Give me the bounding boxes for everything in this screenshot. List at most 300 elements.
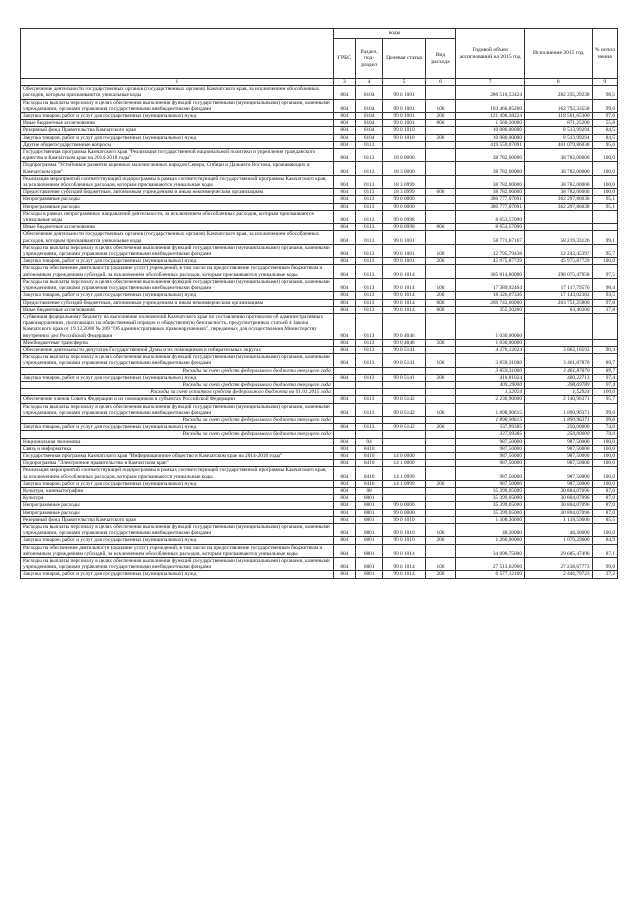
razdel-cell: 0113 <box>355 374 382 381</box>
celevaya-cell: 99 0 1001 <box>383 113 425 120</box>
column-number: 9 <box>592 79 617 86</box>
table-row <box>21 224 618 231</box>
row-name: Расходы на выплаты персоналу в целях обеспечения выполнения функций государственными (муниципальными) органами, казенными учреждениями, органами управления государственными внебюджетными фондами <box>21 524 334 537</box>
executed-cell: 362 297,86038 <box>524 203 592 210</box>
row-name: Расходы на выплаты персоналу в целях обеспечения выполнения функций государственными (муниципальными) органами, казенными учреждениями, органами управления государственными внебюджетными фондами <box>21 244 334 257</box>
executed-cell: 30 804,07096 <box>524 495 592 502</box>
table-row <box>21 509 618 516</box>
approved-cell: 2 236,90000 <box>456 396 525 403</box>
table-row <box>21 127 618 134</box>
percent-cell: 100,0 <box>592 389 617 396</box>
celevaya-cell: 99 0 5141 <box>383 346 425 353</box>
table-row <box>21 445 618 452</box>
razdel-cell: 0113 <box>355 306 382 313</box>
table-row <box>21 524 618 537</box>
vid-cell: 200 <box>425 292 456 299</box>
approved-cell: 10 080,00000 <box>456 134 525 141</box>
executed-cell: 250,00000 <box>524 431 592 438</box>
row-name: Резервный фонд Правительства Камчатского края <box>21 127 334 134</box>
table-row <box>21 389 618 396</box>
vid-cell: 100 <box>425 354 456 367</box>
approved-cell: 38 782,00000 <box>456 175 525 188</box>
approved-cell: 4 270,12024 <box>456 346 525 353</box>
column-number: 3 <box>333 79 355 86</box>
vid-cell <box>425 265 456 278</box>
vid-cell <box>425 516 456 523</box>
table-row <box>21 120 618 127</box>
celevaya-cell: 99 0 4046 <box>383 339 425 346</box>
grbs-cell: 804 <box>333 396 355 403</box>
table-row <box>21 452 618 459</box>
row-name: Национальная экономика <box>21 438 334 445</box>
vid-cell: 800 <box>425 306 456 313</box>
percent-column-header: % испол нения <box>592 29 617 79</box>
row-name: Обеспечение деятельности государственных органов (государственных органов) Камчатского края, за исключением обособленных расходов, которым присваиваются уникальные коды <box>21 86 334 99</box>
grbs-cell: 804 <box>333 558 355 571</box>
table-row <box>21 354 618 367</box>
percent-cell: 87,1 <box>592 544 617 557</box>
vid-cell: 800 <box>425 120 456 127</box>
executed-cell: 48,30000 <box>524 524 592 537</box>
vid-cell <box>425 509 456 516</box>
executed-cell: 38 782,00000 <box>524 162 592 175</box>
row-name: Субвенция федеральному бюджету на выполнение полномочий Камчатского края по составлению протоколов об административных правонарушениях, посягающих на общественный порядок и общественную безопасность, предусмотренных статьей 4 Закона Камчатского края от 19.12.2008 № 209 "Об административных правонарушениях", переданных для осуществления Министерству внутренних дел Российской Федерации <box>21 313 334 339</box>
razdel-cell <box>355 431 382 438</box>
grbs-cell: 804 <box>333 452 355 459</box>
percent-cell: 55,8 <box>592 120 617 127</box>
celevaya-cell: 14 1 0999 <box>383 467 425 480</box>
row-name: Другие общегосударственные вопросы <box>21 141 334 148</box>
vid-cell <box>425 445 456 452</box>
grbs-cell: 804 <box>333 403 355 416</box>
vid-cell: 200 <box>425 424 456 431</box>
grbs-cell: 804 <box>333 306 355 313</box>
razdel-cell: 0113 <box>355 265 382 278</box>
razdel-cell: 0410 <box>355 460 382 467</box>
grbs-cell: 804 <box>333 354 355 367</box>
executed-cell: 162 792,33558 <box>524 99 592 112</box>
celevaya-cell: 99 0 5141 <box>383 374 425 381</box>
vid-column-header: Вид расхода <box>425 39 456 79</box>
table-row <box>21 346 618 353</box>
vid-cell <box>425 502 456 509</box>
row-name: Закупка товаров, работ и услуг для государственных (муниципальных) нужд <box>21 424 334 431</box>
row-name: Закупка товаров, работ и услуг для государственных (муниципальных) нужд <box>21 113 334 120</box>
percent-cell: 100,0 <box>592 438 617 445</box>
vid-cell <box>425 495 456 502</box>
grbs-cell: 804 <box>333 113 355 120</box>
celevaya-cell <box>383 381 425 388</box>
razdel-cell: 0113 <box>355 149 382 162</box>
table-row <box>21 86 618 99</box>
celevaya-cell: 99 0 1014 <box>383 278 425 291</box>
vid-cell <box>425 313 456 339</box>
celevaya-cell: 99 0 1014 <box>383 265 425 278</box>
table-header <box>21 29 618 86</box>
approved-cell: 1 898,90615 <box>456 403 525 416</box>
razdel-cell: 0801 <box>355 558 382 571</box>
celevaya-cell: 18 3 0000 <box>383 162 425 175</box>
percent-cell: 87,0 <box>592 502 617 509</box>
row-name: Обеспечение деятельности государственных органов (государственных органов) Камчатского края, за исключением обособленных расходов, которым присваиваются уникальные коды <box>21 231 334 244</box>
executed-cell: 8 513,99294 <box>524 127 592 134</box>
executed-cell: 17 143,02382 <box>524 292 592 299</box>
grbs-cell: 804 <box>333 99 355 112</box>
razdel-cell: 0113 <box>355 299 382 306</box>
row-name: Закупка товаров, работ и услуг для государственных (муниципальных) нужд <box>21 537 334 544</box>
executed-cell: 118 561,65300 <box>524 113 592 120</box>
percent-cell: 97,5 <box>592 265 617 278</box>
celevaya-cell <box>383 438 425 445</box>
vid-cell <box>425 544 456 557</box>
approved-cell: 6 577,12100 <box>456 571 525 578</box>
vid-cell <box>425 231 456 244</box>
razdel-cell: 0113 <box>355 258 382 265</box>
approved-cell: 1 898,90615 <box>456 416 525 423</box>
celevaya-cell: 99 0 1014 <box>383 299 425 306</box>
grbs-cell: 804 <box>333 265 355 278</box>
grbs-cell: 804 <box>333 224 355 231</box>
celevaya-cell: 99 0 0998 <box>383 210 425 223</box>
table-row <box>21 189 618 196</box>
vid-cell <box>425 162 456 175</box>
percent-cell: 90,4 <box>592 346 617 353</box>
executed-cell: 27 238,67773 <box>524 558 592 571</box>
executed-cell: 38 782,00000 <box>524 189 592 196</box>
column-number: 6 <box>425 79 456 86</box>
grbs-cell: 804 <box>333 278 355 291</box>
vid-cell <box>425 203 456 210</box>
table-row <box>21 495 618 502</box>
table-row <box>21 544 618 557</box>
vid-cell: 800 <box>425 224 456 231</box>
razdel-cell: 0113 <box>355 278 382 291</box>
celevaya-cell: 99 0 1001 <box>383 244 425 257</box>
table-row <box>21 367 618 374</box>
table-row <box>21 149 618 162</box>
razdel-cell: 0113 <box>355 354 382 367</box>
approved-cell: 163 460,85200 <box>456 99 525 112</box>
row-name: Расходы за счет средств федерального бюджета текущего года <box>21 367 334 374</box>
approved-cell: 45 975,87729 <box>456 258 525 265</box>
row-name: Предоставление субсидий бюджетным, автономным учреждениям и иным некоммерческим организациям <box>21 189 334 196</box>
approved-cell: 987,50000 <box>456 467 525 480</box>
executed-cell: 987,50000 <box>524 438 592 445</box>
percent-cell: 100,0 <box>592 162 617 175</box>
executed-cell: 30 804,07096 <box>524 487 592 494</box>
table-row <box>21 381 618 388</box>
table-row <box>21 431 618 438</box>
percent-cell: 84,5 <box>592 127 617 134</box>
razdel-cell <box>355 381 382 388</box>
grbs-cell: 804 <box>333 299 355 306</box>
grbs-cell: 804 <box>333 509 355 516</box>
row-name: Расходы на выплаты персоналу в целях обеспечения выполнения функций государственными (муниципальными) органами, казенными учреждениями, органами управления государственными внебюджетными фондами <box>21 99 334 112</box>
grbs-cell: 804 <box>333 86 355 99</box>
razdel-cell: 0801 <box>355 537 382 544</box>
grbs-cell: 804 <box>333 175 355 188</box>
approved-cell: 410,81024 <box>456 374 525 381</box>
celevaya-cell: 99 0 1014 <box>383 292 425 299</box>
row-name: Расходы на обеспечение деятельности (оказание услуг) учреждений, в том числе на предоставление государственным бюджетным и автономным учреждениям субсидий, за исключением обособленных расходов, которым присваиваются уникальные коды <box>21 544 334 557</box>
column-number: 8 <box>524 79 592 86</box>
percent-cell: 97,8 <box>592 299 617 306</box>
approved-cell: 380 777,07091 <box>456 196 525 203</box>
approved-cell: 35 399,05000 <box>456 509 525 516</box>
vid-cell <box>425 452 456 459</box>
vid-cell <box>425 175 456 188</box>
percent-cell: 98,4 <box>592 278 617 291</box>
vid-cell <box>425 149 456 162</box>
percent-cell <box>592 339 617 346</box>
razdel-cell: 0113 <box>355 346 382 353</box>
column-number: 5 <box>383 79 425 86</box>
razdel-cell: 0801 <box>355 544 382 557</box>
table-row <box>21 134 618 141</box>
percent-cell: 99,6 <box>592 99 617 112</box>
approved-cell: 27 513,62900 <box>456 558 525 571</box>
vid-cell: 500 <box>425 339 456 346</box>
celevaya-cell: 99 0 1010 <box>383 127 425 134</box>
celevaya-cell: 99 0 1001 <box>383 258 425 265</box>
row-name: Расходы на выплаты персоналу в целях обеспечения выполнения функций государственными (муниципальными) органами, казенными учреждениями, органами управления государственными внебюджетными фондами <box>21 558 334 571</box>
budget-table <box>20 28 618 579</box>
percent-cell: 97,4 <box>592 374 617 381</box>
row-name: Закупка товаров, работ и услуг для государственных (муниципальных) нужд <box>21 134 334 141</box>
percent-cell: 98,5 <box>592 86 617 99</box>
percent-cell: 97,4 <box>592 381 617 388</box>
razdel-cell: 0410 <box>355 452 382 459</box>
percent-cell: 95,7 <box>592 244 617 257</box>
executed-cell: 38 782,00000 <box>524 149 592 162</box>
table-row <box>21 278 618 291</box>
vid-cell <box>425 210 456 223</box>
vid-cell <box>425 438 456 445</box>
razdel-cell: 0113 <box>355 424 382 431</box>
approved-cell: 1 308,30000 <box>456 516 525 523</box>
row-name: Иные бюджетные ассигнования <box>21 120 334 127</box>
grbs-cell: 804 <box>333 292 355 299</box>
row-name: Расходы на обеспечение деятельности (оказание услуг) учреждений, в том числе на предоставление государственным бюджетным и автономным учреждениям субсидий, за исключением обособленных расходов, которым присваиваются уникальные коды <box>21 265 334 278</box>
celevaya-cell <box>383 445 425 452</box>
celevaya-cell: 99 0 5142 <box>383 396 425 403</box>
percent-cell: 100,0 <box>592 480 617 487</box>
vid-cell: 200 <box>425 134 456 141</box>
razdel-cell: 0104 <box>355 99 382 112</box>
name-column-header <box>21 29 334 79</box>
percent-cell: 95,1 <box>592 196 617 203</box>
executed-column-header: Исполнение 2015 год <box>524 29 592 79</box>
vid-cell <box>425 460 456 467</box>
approved-cell: 8 653,57000 <box>456 224 525 231</box>
razdel-cell: 0104 <box>355 86 382 99</box>
table-row <box>21 339 618 346</box>
razdel-cell: 0801 <box>355 571 382 578</box>
percent-cell: 99,0 <box>592 558 617 571</box>
vid-cell <box>425 381 456 388</box>
celevaya-cell: 99 0 1010 <box>383 537 425 544</box>
table-row <box>21 210 618 223</box>
razdel-column-header: Раздел, под-раздел <box>355 39 382 79</box>
vid-cell: 600 <box>425 189 456 196</box>
row-name: Непрограммные расходы <box>21 502 334 509</box>
approved-cell: 38 782,00000 <box>456 149 525 162</box>
approved-cell: 8 653,57000 <box>456 210 525 223</box>
percent-cell: 100,0 <box>592 452 617 459</box>
table-row <box>21 196 618 203</box>
approved-cell: 269 743,60000 <box>456 299 525 306</box>
row-name: Закупка товаров, работ и услуг для государственных (муниципальных) нужд <box>21 374 334 381</box>
approved-cell: 987,50000 <box>456 452 525 459</box>
executed-cell <box>524 210 592 223</box>
table-row <box>21 162 618 175</box>
grbs-cell: 804 <box>333 424 355 431</box>
celevaya-cell: 99 0 4046 <box>383 313 425 339</box>
row-name: Расходы за счет средств федерального бюджета текущего года <box>21 431 334 438</box>
approved-cell: 1 030,00000 <box>456 339 525 346</box>
razdel-cell: 0113 <box>355 224 382 231</box>
percent-cell: 74,0 <box>592 424 617 431</box>
percent-cell: 100,0 <box>592 524 617 537</box>
celevaya-cell: 99 0 5141 <box>383 354 425 367</box>
percent-cell: 89,7 <box>592 354 617 367</box>
razdel-cell: 0113 <box>355 210 382 223</box>
approved-cell: 987,50000 <box>456 460 525 467</box>
row-name: Расходы за счет средств федерального бюджета текущего года <box>21 416 334 423</box>
razdel-cell <box>355 389 382 396</box>
celevaya-cell: 14 1 0000 <box>383 460 425 467</box>
razdel-cell: 0801 <box>355 516 382 523</box>
approved-cell: 3 859,31000 <box>456 367 525 374</box>
vid-cell: 100 <box>425 524 456 537</box>
celevaya-cell <box>383 416 425 423</box>
grbs-cell <box>333 416 355 423</box>
vid-cell: 200 <box>425 113 456 120</box>
percent-cell: 100,0 <box>592 445 617 452</box>
row-name: Расходы на выплаты персоналу в целях обеспечения выполнения функций государственными (муниципальными) органами, казенными учреждениями, органами управления государственными внебюджетными фондами <box>21 403 334 416</box>
row-name: Связь и информатика <box>21 445 334 452</box>
grbs-cell: 804 <box>333 502 355 509</box>
grbs-cell: 804 <box>333 467 355 480</box>
razdel-cell: 0801 <box>355 502 382 509</box>
approved-cell: 35 399,05000 <box>456 502 525 509</box>
razdel-cell: 0104 <box>355 134 382 141</box>
grbs-cell: 804 <box>333 203 355 210</box>
vid-cell: 200 <box>425 480 456 487</box>
percent-cell: 87,0 <box>592 487 617 494</box>
approved-cell: 987,50000 <box>456 438 525 445</box>
grbs-cell: 804 <box>333 460 355 467</box>
executed-cell: 987,50000 <box>524 460 592 467</box>
executed-cell: 17 117,79576 <box>524 278 592 291</box>
approved-cell: 12 795,79438 <box>456 244 525 257</box>
row-name: Закупка товаров, работ и услуг для государственных (муниципальных) нужд <box>21 571 334 578</box>
razdel-cell: 0113 <box>355 396 382 403</box>
row-name: Непрограммные расходы <box>21 509 334 516</box>
percent-cell <box>592 313 617 339</box>
celevaya-cell: 99 0 5142 <box>383 403 425 416</box>
grbs-cell: 804 <box>333 571 355 578</box>
table-row <box>21 460 618 467</box>
approved-cell: 409,29000 <box>456 381 525 388</box>
approved-cell: 419 559,07091 <box>456 141 525 148</box>
row-name: Закупка товаров, работ и услуг для государственных (муниципальных) нужд <box>21 480 334 487</box>
table-row <box>21 175 618 188</box>
row-name: Подпрограмма "Электронное правительство в Камчатском крае" <box>21 460 334 467</box>
table-row <box>21 487 618 494</box>
grbs-cell: 804 <box>333 120 355 127</box>
table-row <box>21 396 618 403</box>
table-row <box>21 313 618 339</box>
razdel-cell: 0113 <box>355 175 382 188</box>
table-row <box>21 374 618 381</box>
approved-cell: 286 516,53424 <box>456 86 525 99</box>
approved-cell: 35 399,05000 <box>456 495 525 502</box>
executed-cell <box>524 339 592 346</box>
executed-cell: 30 804,07096 <box>524 509 592 516</box>
percent-cell: 99,1 <box>592 231 617 244</box>
razdel-cell: 0104 <box>355 113 382 120</box>
row-name: Государственная программа Камчатского края "Информационное общество в Камчатском крае на 2014-2018 годы" <box>21 452 334 459</box>
razdel-cell: 0410 <box>355 480 382 487</box>
razdel-cell: 0113 <box>355 189 382 196</box>
executed-cell <box>524 224 592 231</box>
table-row <box>21 99 618 112</box>
celevaya-cell: 99 0 1014 <box>383 544 425 557</box>
row-name: Иные бюджетные ассигнования <box>21 306 334 313</box>
approved-cell: 10 080,00000 <box>456 127 525 134</box>
executed-cell: 987,50000 <box>524 480 592 487</box>
row-name: Культура, кинематография <box>21 487 334 494</box>
approved-cell: 1 260,00000 <box>456 537 525 544</box>
razdel-cell: 0801 <box>355 495 382 502</box>
approved-cell: 1 030,00000 <box>456 313 525 339</box>
document-page <box>20 28 618 579</box>
approved-cell: 121 496,38224 <box>456 113 525 120</box>
executed-cell: 987,50000 <box>524 467 592 480</box>
grbs-cell <box>333 367 355 374</box>
vid-cell <box>425 467 456 480</box>
approved-cell: 17 389,92464 <box>456 278 525 291</box>
celevaya-column-header: Целевая статья <box>383 39 425 79</box>
vid-cell: 200 <box>425 374 456 381</box>
row-name: Обеспечение членов Совета Федерации и их помощников в субъектах Российской Федерации <box>21 396 334 403</box>
table-row <box>21 537 618 544</box>
row-name: Иные бюджетные ассигнования <box>21 224 334 231</box>
executed-cell: 1 890,96371 <box>524 416 592 423</box>
row-name: Расходы за счет средств федерального бюджета текущего года <box>21 381 334 388</box>
row-name: Непрограммные расходы <box>21 196 334 203</box>
vid-cell <box>425 141 456 148</box>
celevaya-cell: 99 0 1001 <box>383 99 425 112</box>
approved-cell: 18 326,07336 <box>456 292 525 299</box>
percent-cell <box>592 210 617 223</box>
table-row <box>21 571 618 578</box>
row-name: Расходы на выплаты персоналу в целях обеспечения выполнения функций государственными (муниципальными) органами, казенными учреждениями, органами управления государственными внебюджетными фондами <box>21 278 334 291</box>
razdel-cell: 0104 <box>355 127 382 134</box>
vid-cell: 600 <box>425 299 456 306</box>
percent-cell: 95,7 <box>592 396 617 403</box>
percent-cell: 95,1 <box>592 203 617 210</box>
grbs-cell: 804 <box>333 537 355 544</box>
executed-cell: 1 890,96371 <box>524 403 592 416</box>
percent-cell: 100,0 <box>592 175 617 188</box>
razdel-cell: 0410 <box>355 445 382 452</box>
grbs-cell: 804 <box>333 196 355 203</box>
celevaya-cell: 99 0 1010 <box>383 134 425 141</box>
grbs-cell <box>333 381 355 388</box>
vid-cell: 100 <box>425 244 456 257</box>
